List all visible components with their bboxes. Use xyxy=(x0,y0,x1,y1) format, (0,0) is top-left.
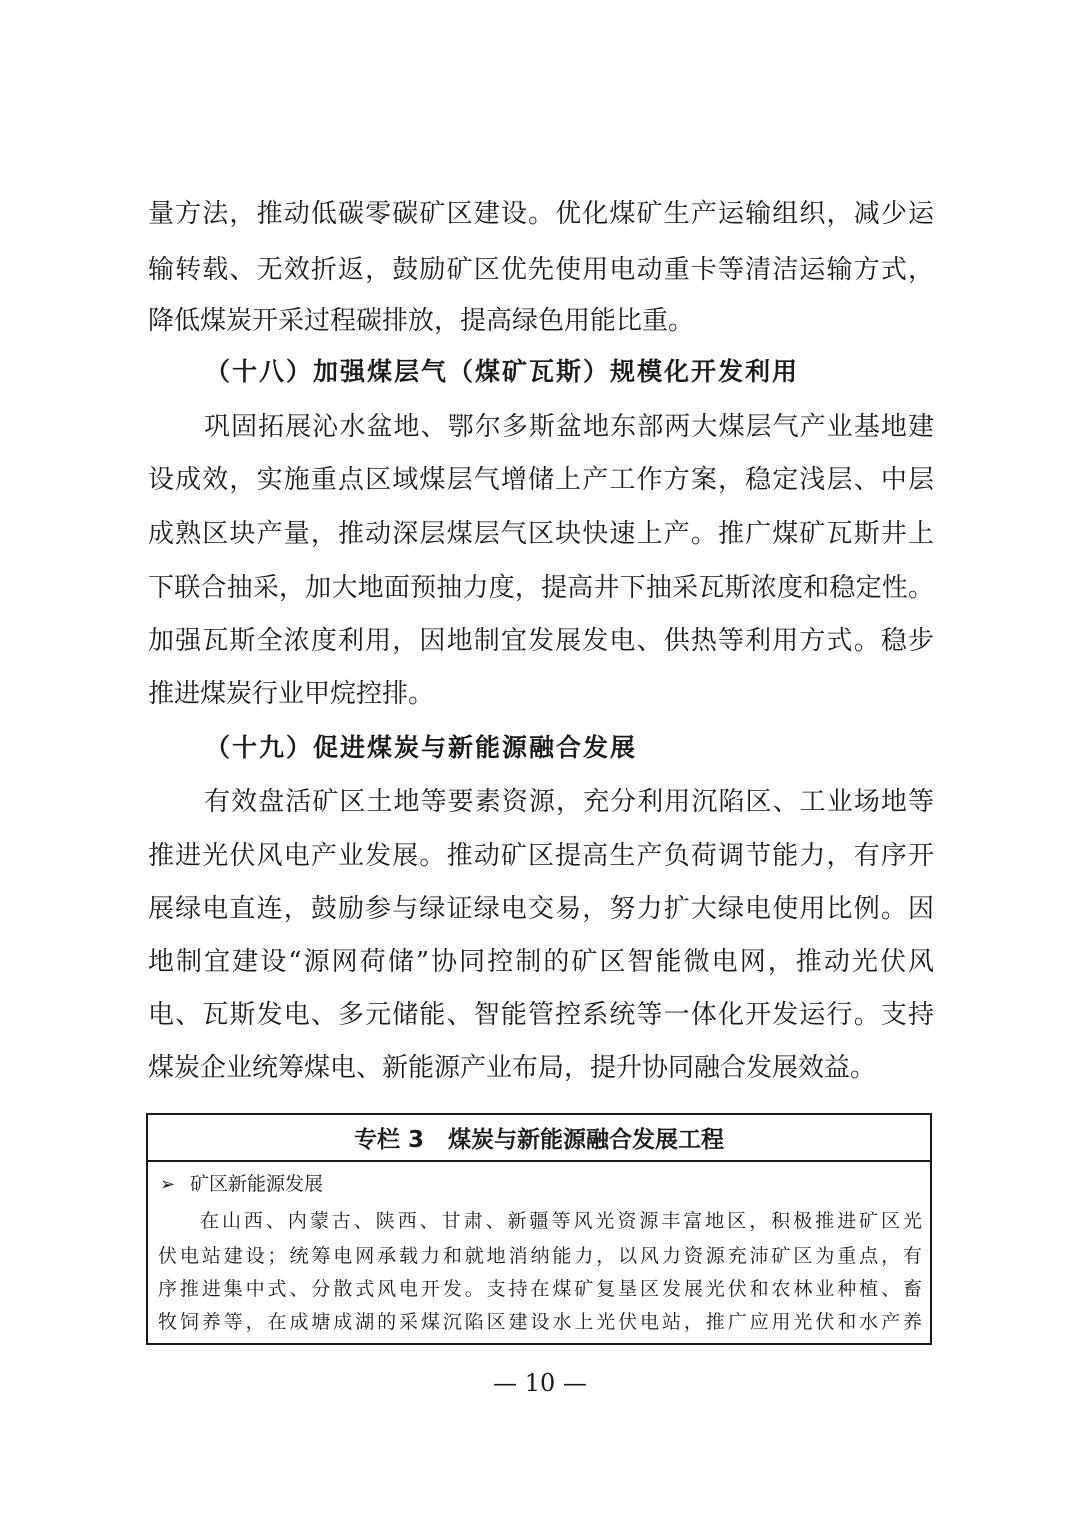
body-text-line: 推进光伏风电产业发展。推动矿区提高生产负荷调节能力，有序开 xyxy=(148,841,934,871)
column-label: 专栏 3 xyxy=(353,1127,424,1153)
body-text-line: 量方法，推动低碳零碳矿区建设。优化煤矿生产运输组织，减少运 xyxy=(148,199,934,229)
body-text-line: 有效盘活矿区土地等要素资源，充分利用沉陷区、工业场地等 xyxy=(204,787,934,817)
arrow-bullet-icon: ➢ xyxy=(160,1174,176,1195)
body-text-line: 推进煤炭行业甲烷控排。 xyxy=(148,679,435,709)
section-heading-18: （十八）加强煤层气（煤矿瓦斯）规模化开发利用 xyxy=(205,357,800,386)
column-text-line: 在山西、内蒙古、陕西、甘肃、新疆等风光资源丰富地区，积极推进矿区光 xyxy=(200,1210,922,1232)
column-box-title xyxy=(148,1115,930,1162)
body-text-line: 巩固拓展沁水盆地、鄂尔多斯盆地东部两大煤层气产业基地建 xyxy=(204,412,934,442)
column-subheading xyxy=(160,1171,323,1198)
body-text-line: 输转载、无效折返，鼓励矿区优先使用电动重卡等清洁运输方式， xyxy=(148,255,934,285)
body-text-line: 成熟区块产量，推动深层煤层气区块快速上产。推广煤矿瓦斯井上 xyxy=(148,519,934,549)
body-text-line: 展绿电直连，鼓励参与绿证绿电交易，努力扩大绿电使用比例。因 xyxy=(148,894,934,924)
column-subheading-text: 矿区新能源发展 xyxy=(190,1173,324,1195)
column-text-line: 伏电站建设；统筹电网承载力和就地消纳能力，以风力资源充沛矿区为重点，有 xyxy=(158,1245,922,1267)
body-text-line: 煤炭企业统筹煤电、新能源产业布局，提升协同融合发展效益。 xyxy=(148,1053,877,1083)
body-text-line: 地制宜建设“源网荷储”协同控制的矿区智能微电网，推动光伏风 xyxy=(148,947,934,977)
column-box xyxy=(146,1113,932,1345)
body-text-line: 设成效，实施重点区域煤层气增储上产工作方案，稳定浅层、中层 xyxy=(148,465,934,495)
body-text-line: 电、瓦斯发电、多元储能、智能管控系统等一体化开发运行。支持 xyxy=(148,1000,934,1030)
page-number: — 10 — xyxy=(493,1369,587,1397)
column-text-line: 牧饲养等，在成塘成湖的采煤沉陷区建设水上光伏电站，推广应用光伏和水产养 xyxy=(158,1311,922,1333)
body-text-line: 降低煤炭开采过程碳排放，提高绿色用能比重。 xyxy=(148,306,695,336)
body-text-line: 加强瓦斯全浓度利用，因地制宜发展发电、供热等利用方式。稳步 xyxy=(148,626,934,656)
column-text-line: 序推进集中式、分散式风电开发。支持在煤矿复垦区发展光伏和农林业种植、畜 xyxy=(158,1278,922,1300)
column-title: 煤炭与新能源融合发展工程 xyxy=(448,1127,724,1153)
section-heading-19: （十九）促进煤炭与新能源融合发展 xyxy=(205,733,638,762)
body-text-line: 下联合抽采，加大地面预抽力度，提高井下抽采瓦斯浓度和稳定性。 xyxy=(148,573,934,603)
